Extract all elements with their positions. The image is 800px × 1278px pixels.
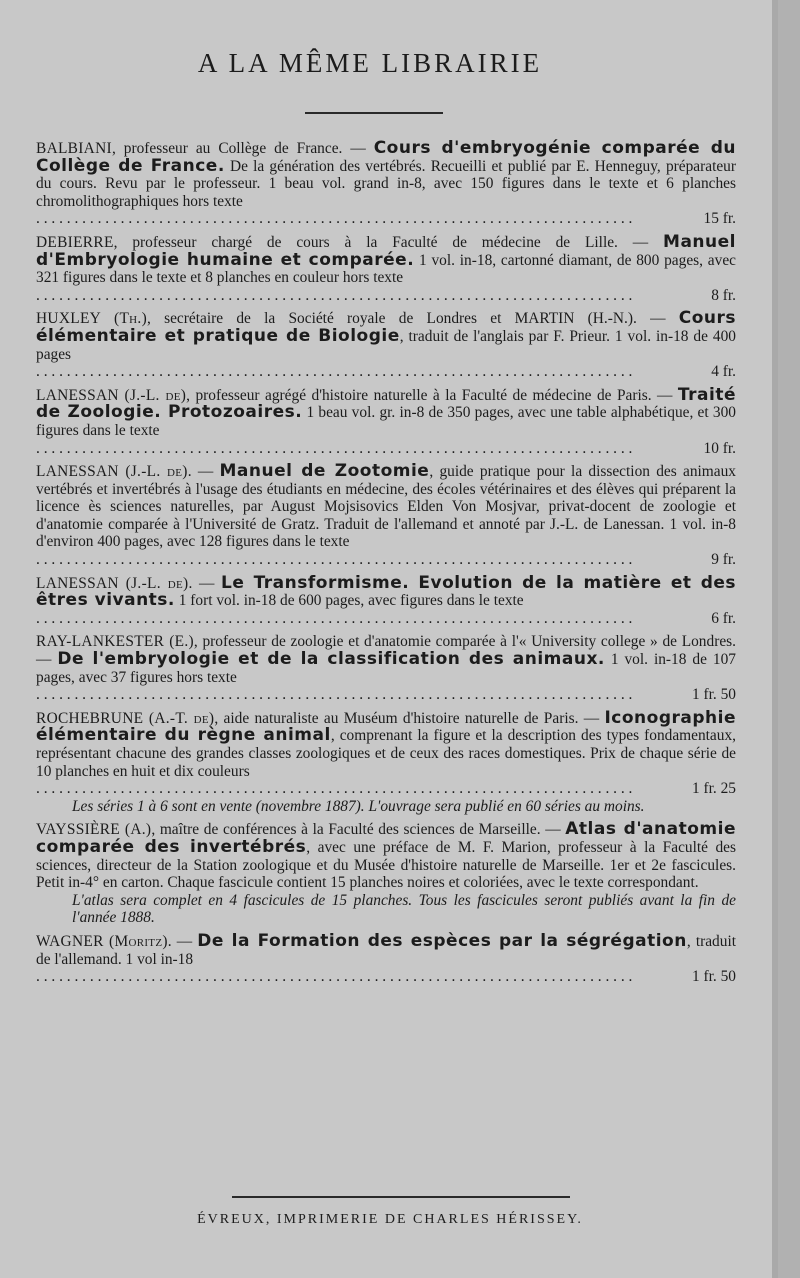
entry-title: Manuel de Zootomie (219, 461, 430, 482)
entry-intro: , professeur au Collège de France. — (111, 140, 374, 157)
entry-author: VAYSSIÈRE (A.) (36, 821, 152, 839)
entry-intro: , secrétaire de la Société royale de Londres et MARTIN (H.-N.). — (147, 310, 679, 328)
entry-author: RAY-LANKESTER (E.) (36, 633, 194, 651)
catalog-entry-lanessan-zootomie (36, 463, 736, 569)
entry-intro: . — (167, 932, 198, 950)
catalog-entry-lanessan-transformisme (36, 572, 737, 628)
entry-body: 1 fort vol. in-18 de 600 pages, avec figures dans le texte (174, 592, 524, 610)
entry-price: 15 fr. (703, 210, 736, 228)
printer-imprint: ÉVREUX, IMPRIMERIE DE CHARLES HÉRISSEY. (197, 1212, 583, 1227)
entry-title: De la Formation des espèces par la ségrégation (197, 930, 687, 951)
entry-intro: . — (188, 574, 221, 592)
entry-price: 1 fr. 50 (691, 968, 736, 986)
catalog-entry-balbiani (36, 140, 736, 228)
entry-price: 8 fr. (711, 286, 736, 304)
entry-author: DEBIERRE (36, 233, 114, 251)
catalog-entry-ray-lankester (36, 633, 736, 703)
footer-rule (232, 1196, 570, 1198)
catalog-entry-debierre (36, 231, 736, 304)
entry-note: Les séries 1 à 6 sont en vente (novembre 1887). L'ouvrage sera publié en 60 séries au moins. (72, 797, 645, 815)
catalog-entry-vayssiere (36, 821, 736, 927)
entry-title: Manuel d'Embryologie humaine et comparée. (36, 231, 736, 270)
entry-title: Atlas d'anatomie comparée des invertébrés (36, 819, 736, 857)
entry-body: 1 beau vol. gr. in-8 de 350 pages, avec une table alphabétique, et 300 figures dans le texte (36, 404, 736, 439)
entry-body: 1 vol. in-18 de 107 pages, avec 37 figures hors texte (36, 651, 736, 686)
entry-author: WAGNER (Moritz) (36, 932, 168, 950)
title-rule (305, 112, 443, 114)
catalog-entry-huxley (36, 310, 736, 380)
entry-price: 9 fr. (711, 551, 736, 569)
entry-author: BALBIANI (36, 140, 112, 157)
entry-body: 1 vol. in-18, cartonné diamant, de 800 pages, avec 321 figures dans le texte et 8 planches en couleur hors texte (36, 251, 736, 287)
entry-price: 10 fr. (703, 439, 736, 457)
entry-price: 4 fr. (711, 363, 736, 381)
page-edge (778, 0, 800, 1278)
entry-body: , avec une préface de M. F. Marion, professeur à la Faculté des sciences, directeur de la Station zoologique et du Musée d'histoire naturelle de Marseille. 1er et 2e fascicules. Petit in-4° en carton. Chaque fascicule contient 15 planches noires et coloriées, avec le texte correspondant. (36, 838, 736, 892)
entry-author: HUXLEY (Th.) (36, 310, 147, 328)
catalog-entries (36, 140, 736, 992)
catalog-entry-wagner (36, 930, 736, 986)
entry-intro: , professeur chargé de cours à la Faculté de médecine de Lille. — (113, 233, 664, 251)
entry-intro: , aide naturaliste au Muséum d'histoire naturelle de Paris. — (214, 709, 605, 727)
entry-price: 6 fr. (711, 609, 736, 627)
entry-body: , traduit de l'anglais par F. Prieur. 1 vol. in-18 de 400 pages (36, 327, 736, 363)
entry-intro: . — (187, 463, 220, 481)
entry-body: De la génération des vertébrés. Recueilli et publié par E. Henneguy, préparateur du cours. Revu par le professeur. 1 beau vol. grand in-8, avec 150 figures dans le texte et 6 planches chromolithographiques hors texte (36, 157, 737, 210)
entry-author: LANESSAN (J.-L. de) (36, 463, 188, 481)
entry-title: Cours d'embryogénie comparée du Collège de France. (36, 138, 736, 176)
entry-body: , traduit de l'allemand. 1 vol in-18 (36, 932, 736, 968)
entry-intro: , professeur agrégé d'histoire naturelle à la Faculté de médecine de Paris. — (186, 386, 678, 404)
catalog-entry-rochebrune (36, 707, 737, 816)
entry-intro: , maître de conférences à la Faculté des sciences de Marseille. — (151, 821, 566, 839)
entry-title: De l'embryologie et de la classification des animaux. (57, 649, 605, 670)
entry-intro: , professeur de zoologie et d'anatomie comparée à l'« University college » de Londres. — (36, 633, 736, 669)
entry-author: ROCHEBRUNE (A.-T. de) (36, 709, 215, 727)
entry-title: Cours élémentaire et pratique de Biologie (36, 308, 736, 346)
entry-title: Iconographie élémentaire du règne animal (36, 707, 736, 746)
entry-price: 1 fr. 50 (691, 686, 736, 704)
entry-price: 1 fr. 25 (691, 780, 736, 798)
page-title: A LA MÊME LIBRAIRIE (197, 48, 543, 78)
entry-title: Le Transformisme. Evolution de la matière et des êtres vivants. (36, 572, 737, 611)
entry-title: Traité de Zoologie. Protozoaires. (36, 384, 736, 423)
entry-author: LANESSAN (J.-L. de) (36, 574, 189, 592)
entry-note: L'atlas sera complet en 4 fascicules de 15 planches. Tous les fascicules seront publiés avant la fin de l'année 1888. (72, 891, 736, 927)
entry-body: , comprenant la figure et la description des types fondamentaux, représentant chacune des grandes classes zoologiques et de ceux des races domestiques. Prix de chaque série de 10 planches en huit et dix couleurs (36, 727, 737, 780)
entry-author: LANESSAN (J.-L. de) (36, 386, 187, 404)
entry-body: , guide pratique pour la dissection des animaux vertébrés et invertébrés à l'usage des étudiants en médecine, des écoles vétérinaires et des élèves qui préparent la licence ès sciences naturelles, par August Mojsisovics Elden Von Mosjvar, privat-docent de zoologie et d'anatomie comparée à l'Université de Gratz. Traduit de l'allemand et annoté par J.-L. de Lanessan. 1 vol. in-8 d'environ 400 pages, avec 128 figures dans le texte (36, 463, 736, 551)
catalog-entry-lanessan-zoologie (36, 384, 736, 457)
